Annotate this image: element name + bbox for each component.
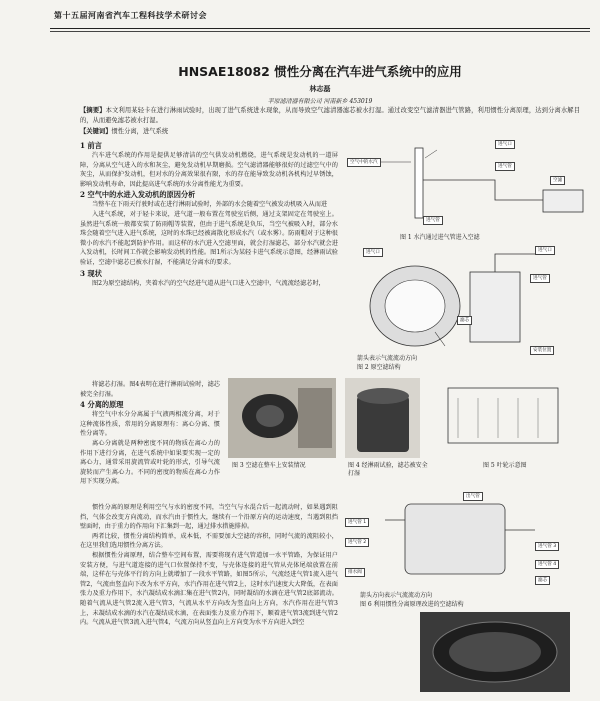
- section-4-heading: 4 分离的原理: [80, 400, 124, 410]
- section-2-heading: 2 空气中的水进入发动机的原因分析: [80, 190, 196, 200]
- abstract: [80, 106, 580, 126]
- fig1-label-3: 进气管: [495, 162, 515, 171]
- section-4-para-2: 离心分离就是两种密度不同的物质在离心力的作用下进行分离，在进气系统中如果要实现一定的离心力，通常采用旋流管或叶轮的形式，引导气流旋转而产生离心力。不同的密度的物质在离心力作用下实现分离。: [80, 439, 220, 486]
- keywords-label: 【关键词】: [80, 128, 112, 135]
- fig6-label-1: 出气管: [463, 492, 483, 501]
- text-column-lower: [80, 503, 338, 628]
- fig2-label-3: 进气口: [363, 248, 383, 257]
- figure-3-photo: [228, 378, 336, 458]
- text-column-narrow: [80, 380, 220, 487]
- fig6-label-2: 进气管 1: [345, 518, 369, 527]
- figure-1-caption: 图 1 水汽通过进气管进入空滤: [400, 234, 480, 241]
- figure-6-filter-photo: [420, 612, 570, 692]
- figure-4-image: [345, 378, 420, 458]
- keywords-text: 惯性分离，进气系统: [111, 128, 169, 135]
- fig1-label-5: 进气管: [423, 216, 443, 225]
- figure-2: [345, 246, 590, 368]
- fig1-label-1: 空气中的水汽: [347, 158, 381, 167]
- figure-5-caption: 图 5 叶轮示意图: [483, 462, 527, 469]
- figure-3-image: [228, 378, 336, 458]
- section-2-para-1: 当整车在下雨天行驶时或在进行淋雨试验时，外部的水会随着空气被发动机吸入从而进: [92, 201, 328, 209]
- conference-header: 第十五届河南省汽车工程科技学术研讨会: [54, 10, 207, 20]
- section-4-para-5: 根据惯性分离原理，结合整车空间布置，需要将现有进气管道加一水平管路，为保证用户安装方便，与进气道连接的进气口位置保持不变，与壳体连接的进气管从壳体尾端放置在前端，这样在与壳体平行的方向上就增加了一段水平管路，如图5所示，气流经进气管1流入进气管2，气流由竖直向下改为水平方向，水汽作用在进气管2上，这时水汽速度大大降低，在表面张力及重力作用下，水汽凝结成水滴汇集在进气管2内，同时凝结的水滴在进气管2底部流动。随着气流从进气管2流入进气管3，气流从水平方向改为竖直向上方向，水汽作用在进气管3上，未凝结成水滴的水汽在凝结成水滴，在表面张力及重力作用下，顺着进气管3流到进气管2内。气流从进气管3流入进气管4，气流方向从竖直向上方向变为水平方向进入到空: [80, 551, 338, 627]
- fig1-label-4: 空滤: [550, 176, 565, 185]
- figure-6-arrow-note: 箭头方向表示气流流动方向: [360, 592, 433, 599]
- fig6-label-5: 进气管 3: [535, 542, 559, 551]
- section-4-para-3: 惯性分离的原理是利用空气与水的密度不同，当空气与水混合后一起流动时，如果遇到阻挡，气体会改变方向流动，而水汽由于惯性大，继续有一个沿原方向的运动速度，当遇到阻挡壁面时，由于重力的作用向下汇集到一起，通过排水措施排掉。: [80, 504, 338, 531]
- paper-author: 林志磊: [309, 84, 331, 93]
- fig6-label-6: 进气管 4: [535, 560, 559, 569]
- header-rule: [50, 28, 590, 29]
- fig6-label-4: 排水阀: [345, 568, 365, 577]
- figure-1-diagram: [345, 140, 590, 232]
- text-column-upper: [80, 140, 338, 288]
- figure-4-caption: 图 4 经淋雨试验，滤芯被安全打湿: [348, 462, 428, 477]
- abstract-text: 本文利用某轻卡在进行淋雨试验时，出现了进气系统进水现象，从而导致空气滤清器滤芯被水打湿。通过改变空气滤清器进气管路，利用惯性分离原理，达到分离水解目的，从而避免滤芯被水打湿。: [80, 107, 581, 124]
- fig2-label-1: 进气口: [535, 246, 555, 255]
- paper-title: HNSAE18082 惯性分离在汽车进气系统中的应用: [178, 64, 462, 79]
- figure-5-image: [428, 378, 588, 458]
- section-1-para: 汽车进气系统的作用是提供足够清洁的空气供发动机燃烧，进气系统是发动机的一道屏障，分离从空气进入的水和灰尘，避免发动机早期磨损。空气滤清器能够很好的过滤空气中的灰尘，从而保护发动机，但对水的分离效果很有限，水的存在能导致发动机各机构过早锈蚀，影响发动机寿命，因此提高进气系统的水分离性能尤为重要。: [80, 152, 338, 188]
- figure-3-caption: 图 3 空滤在整车上安装情况: [232, 462, 306, 469]
- section-2-para-2: 入进气系统，对于轻卡来说，进气道一般布置在驾驶室后侧，通过支架固定在驾驶室上。虽然进气系统一般都安装了防雨帽等装置，但由于进气系统是负压，当空气被吸入时，部分水珠会随着空气进入进气系统，这时的水珠已经被离散化形成水汽（或水雾）。防雨帽对于这种很微小的水汽不能起到防护作用。而这样的水汽进入空滤里面，就会打湿滤芯，部分水汽就会进入发动机，长时间工作就会影响发动机的性能。图1所示为某轻卡进气系统示意图，经淋雨试验验证，空滤中滤芯已被水打湿，不能满足分离水的要求。: [80, 210, 338, 266]
- keywords: [80, 127, 580, 137]
- section-3-heading: 3 现状: [80, 268, 102, 278]
- filter-element-image: [420, 612, 570, 692]
- fig2-label-2: 进气管: [530, 274, 550, 283]
- figure-2-caption: 图 2 原空滤结构: [357, 364, 401, 371]
- section-1-heading: 1 前言: [80, 141, 102, 150]
- figure-5-drawing: [428, 378, 588, 458]
- header-rule-thin: [50, 31, 590, 32]
- figure-6-caption: 图 6 利用惯性分离原理改进的空滤结构: [360, 601, 464, 608]
- section-3-para-2: 将滤芯打湿。图4表明在进行淋雨试验时，滤芯被完全打湿。: [80, 381, 220, 398]
- section-4-para-4: 两者比较，惯性分离结构简单，成本低，不需要加大空滤的容积，同时气流的流阻较小，在这里我们选用惯性分离方法。: [80, 532, 338, 550]
- section-4-para-1: 将空气中水分分离属于气液两相流分离，对于这种流体性质，常用的分离原理有：离心分离、惯性分离等。: [80, 411, 220, 438]
- figure-2-arrow-note: 箭头表示气流流动方向: [357, 355, 418, 362]
- fig2-label-5: 安装位置: [530, 346, 554, 355]
- fig6-label-7: 滤芯: [535, 576, 550, 585]
- section-3-para-1: 图2为原空滤结构，夹着水汽的空气经进气道从进气口进入空滤中，气流流经滤芯时，: [92, 279, 325, 287]
- fig6-label-3: 进气管 2: [345, 538, 369, 547]
- figure-6: [345, 490, 590, 590]
- abstract-label: 【摘要】: [80, 107, 106, 114]
- fig2-label-4: 滤芯: [457, 316, 472, 325]
- figure-1: [345, 140, 590, 232]
- figure-4-photo: [345, 378, 420, 458]
- fig1-label-2: 进气口: [495, 140, 515, 149]
- paper-affiliation: 平原滤清器有限公司 河南新乡 453019: [267, 98, 373, 105]
- figure-6-diagram: [345, 490, 590, 590]
